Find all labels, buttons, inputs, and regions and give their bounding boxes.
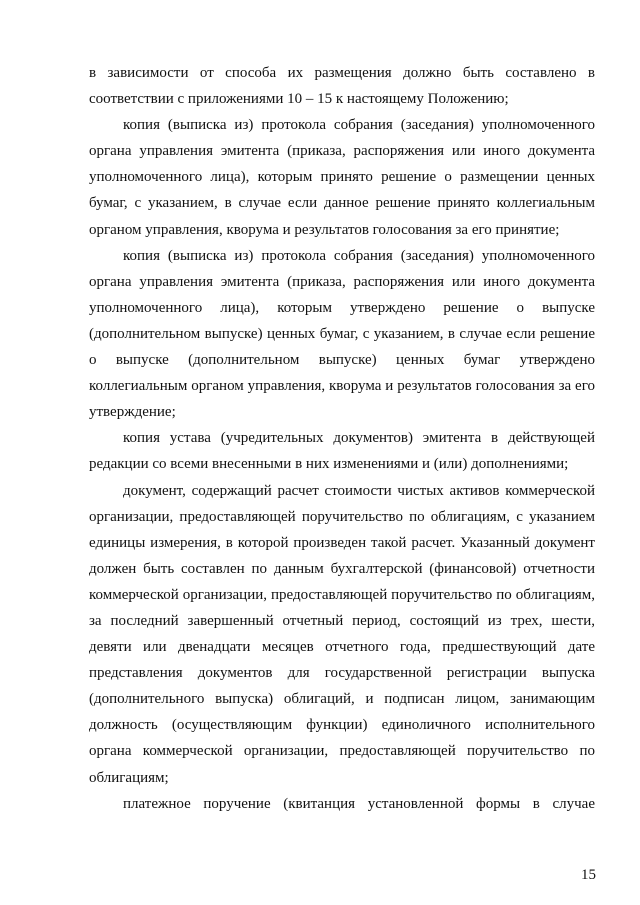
paragraph-charter-copy: копия устава (учредительных документов) эмитента в действующей редакции со всеми внесенными в них изменениями и (или) дополнениями; [89,430,595,473]
document-body [89,60,595,817]
page-number: 15 [581,867,596,883]
paragraph-decision-placement-copy: копия (выписка из) протокола собрания (заседания) уполномоченного органа управления эмитента (приказа, распоряжения или иного документа уполномоченного лица), которым принято решение о размещении ценных бумаг, с указанием, в случае если данное решение принято коллегиальным органом управления, кворума и результатов голосования за его принятие; [89,117,595,238]
paragraph-net-assets-document: документ, содержащий расчет стоимости чистых активов коммерческой организации, предоставляющей поручительство по облигациям, с указанием единицы измерения, в которой произведен такой расчет. Указанный документ должен быть составлен по данным бухгалтерской (финансовой) отчетности коммерческой организации, предоставляющей поручительство по облигациям, за последний завершенный отчетный период, состоящий из трех, шести, девяти или двенадцати месяцев отчетного года, предшествующий дате представления документов для государственной регистрации выпуска (дополнительного выпуска) облигаций, и подписан лицом, занимающим должность (осуществляющим функции) единоличного исполнительного органа коммерческой организации, предоставляющей поручительство по облигациям; [89,482,595,786]
paragraph-payment-order: платежное поручение (квитанция установленной формы в случае [123,795,595,812]
paragraph-continuation: в зависимости от способа их размещения должно быть составлено в соответствии с приложениями 10 – 15 к настоящему Положению; [89,65,595,108]
paragraph-decision-issue-copy: копия (выписка из) протокола собрания (заседания) уполномоченного органа управления эмитента (приказа, распоряжения или иного документа уполномоченного лица), которым утверждено решение о выпуске (дополнительном выпуске) ценных бумаг, с указанием, в случае если решение о выпуске (дополнительном выпуске) ценных бумаг утверждено коллегиальным органом управления, кворума и результатов голосования за его утверждение; [89,247,595,421]
